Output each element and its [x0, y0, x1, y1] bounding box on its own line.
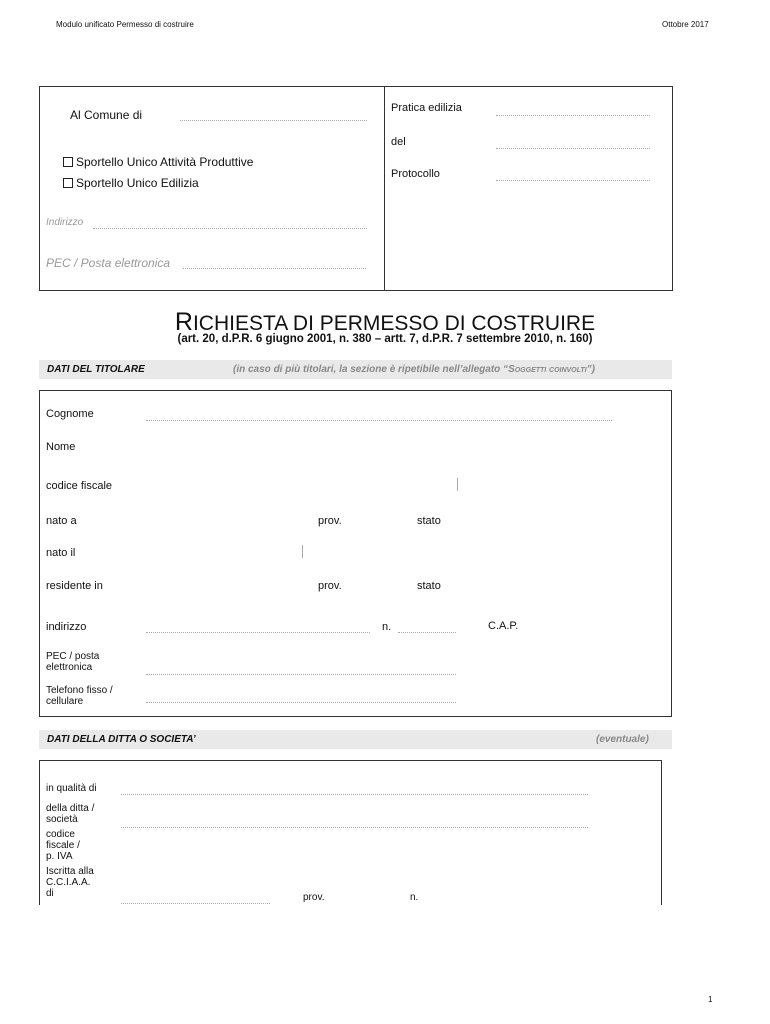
pratica-field[interactable] [496, 115, 650, 116]
cciaa-label: Iscritta alla C.C.I.A.A. di [46, 866, 94, 899]
header-date: Ottobre 2017 [662, 20, 709, 29]
section-title-titolare: DATI DEL TITOLARE [47, 364, 145, 375]
indirizzo-titolare-field[interactable] [146, 632, 370, 633]
page-subtitle: (art. 20, d.P.R. 6 giugno 2001, n. 380 – artt. 7, d.P.R. 7 settembre 2010, n. 160) [177, 333, 593, 345]
nato-il-label: nato il [46, 547, 76, 559]
page-title-initial: R [174, 308, 193, 336]
option-sue-label: Sportello Unico Edilizia [76, 176, 199, 190]
ditta-field[interactable] [121, 827, 588, 828]
del-label: del [391, 136, 406, 148]
option-suap[interactable] [63, 155, 253, 169]
box-divider [384, 87, 385, 290]
codice-fiscale-ditta-label: codice fiscale / p. IVA [46, 829, 80, 862]
section-title-ditta: DATI DELLA DITTA O SOCIETA’ [47, 734, 196, 745]
residente-in-label: residente in [46, 580, 103, 592]
in-qualita-label: in qualità di [46, 783, 97, 794]
pec-field[interactable] [183, 268, 366, 269]
section-note-titolare: (in caso di più titolari, la sezione è ripetibile nell’allegato “Soggetti coinvolti”) [233, 364, 595, 375]
option-sue[interactable] [63, 176, 199, 190]
titolare-box [39, 390, 672, 717]
codice-fiscale-label: codice fiscale [46, 480, 113, 492]
telefono-field[interactable] [146, 702, 456, 703]
civico-label: n. [382, 621, 392, 633]
cciaa-field[interactable] [121, 903, 270, 904]
indirizzo-label: Indirizzo [46, 217, 84, 228]
cognome-field[interactable] [146, 420, 612, 421]
nato-a-label: nato a [46, 515, 77, 527]
pec-titolare-label: PEC / posta elettronica [46, 651, 100, 673]
residente-prov-label: prov. [318, 580, 342, 592]
header-document-name: Modulo unificato Permesso di costruire [56, 20, 194, 29]
protocollo-label: Protocollo [391, 168, 440, 180]
in-qualita-field[interactable] [121, 794, 588, 795]
indirizzo-field[interactable] [93, 228, 367, 229]
residente-stato-label: stato [417, 580, 441, 592]
cap-label: C.A.P. [488, 620, 519, 632]
option-suap-label: Sportello Unico Attività Produttive [76, 155, 254, 169]
pec-label: PEC / Posta elettronica [46, 256, 171, 270]
protocollo-field[interactable] [496, 180, 650, 181]
del-field[interactable] [496, 148, 650, 149]
telefono-label: Telefono fisso / cellulare [46, 685, 113, 707]
page-title-rest: ICHIESTA DI PERMESSO DI COSTRUIRE [192, 312, 596, 335]
ditta-label: della ditta / società [46, 803, 95, 825]
pec-titolare-field[interactable] [146, 674, 456, 675]
codice-fiscale-field[interactable] [457, 478, 458, 491]
checkbox-icon[interactable] [63, 178, 73, 188]
civico-field[interactable] [398, 632, 456, 633]
nato-stato-label: stato [417, 515, 441, 527]
checkbox-icon[interactable] [63, 157, 73, 167]
nato-il-field[interactable] [302, 545, 303, 558]
pratica-label: Pratica edilizia [391, 102, 462, 114]
nato-prov-label: prov. [318, 515, 342, 527]
comune-field[interactable] [180, 120, 367, 121]
section-bar-titolare [39, 360, 672, 379]
section-bar-ditta [39, 730, 672, 749]
cciaa-prov-label: prov. [303, 892, 325, 903]
indirizzo-titolare-label: indirizzo [46, 621, 87, 633]
cognome-label: Cognome [46, 408, 94, 420]
section-note-ditta: (eventuale) [596, 734, 649, 745]
page-number: 1 [708, 995, 713, 1004]
nome-label: Nome [46, 441, 76, 453]
cciaa-n-label: n. [410, 892, 419, 903]
comune-label: Al Comune di [70, 108, 143, 122]
ditta-box [39, 760, 662, 905]
